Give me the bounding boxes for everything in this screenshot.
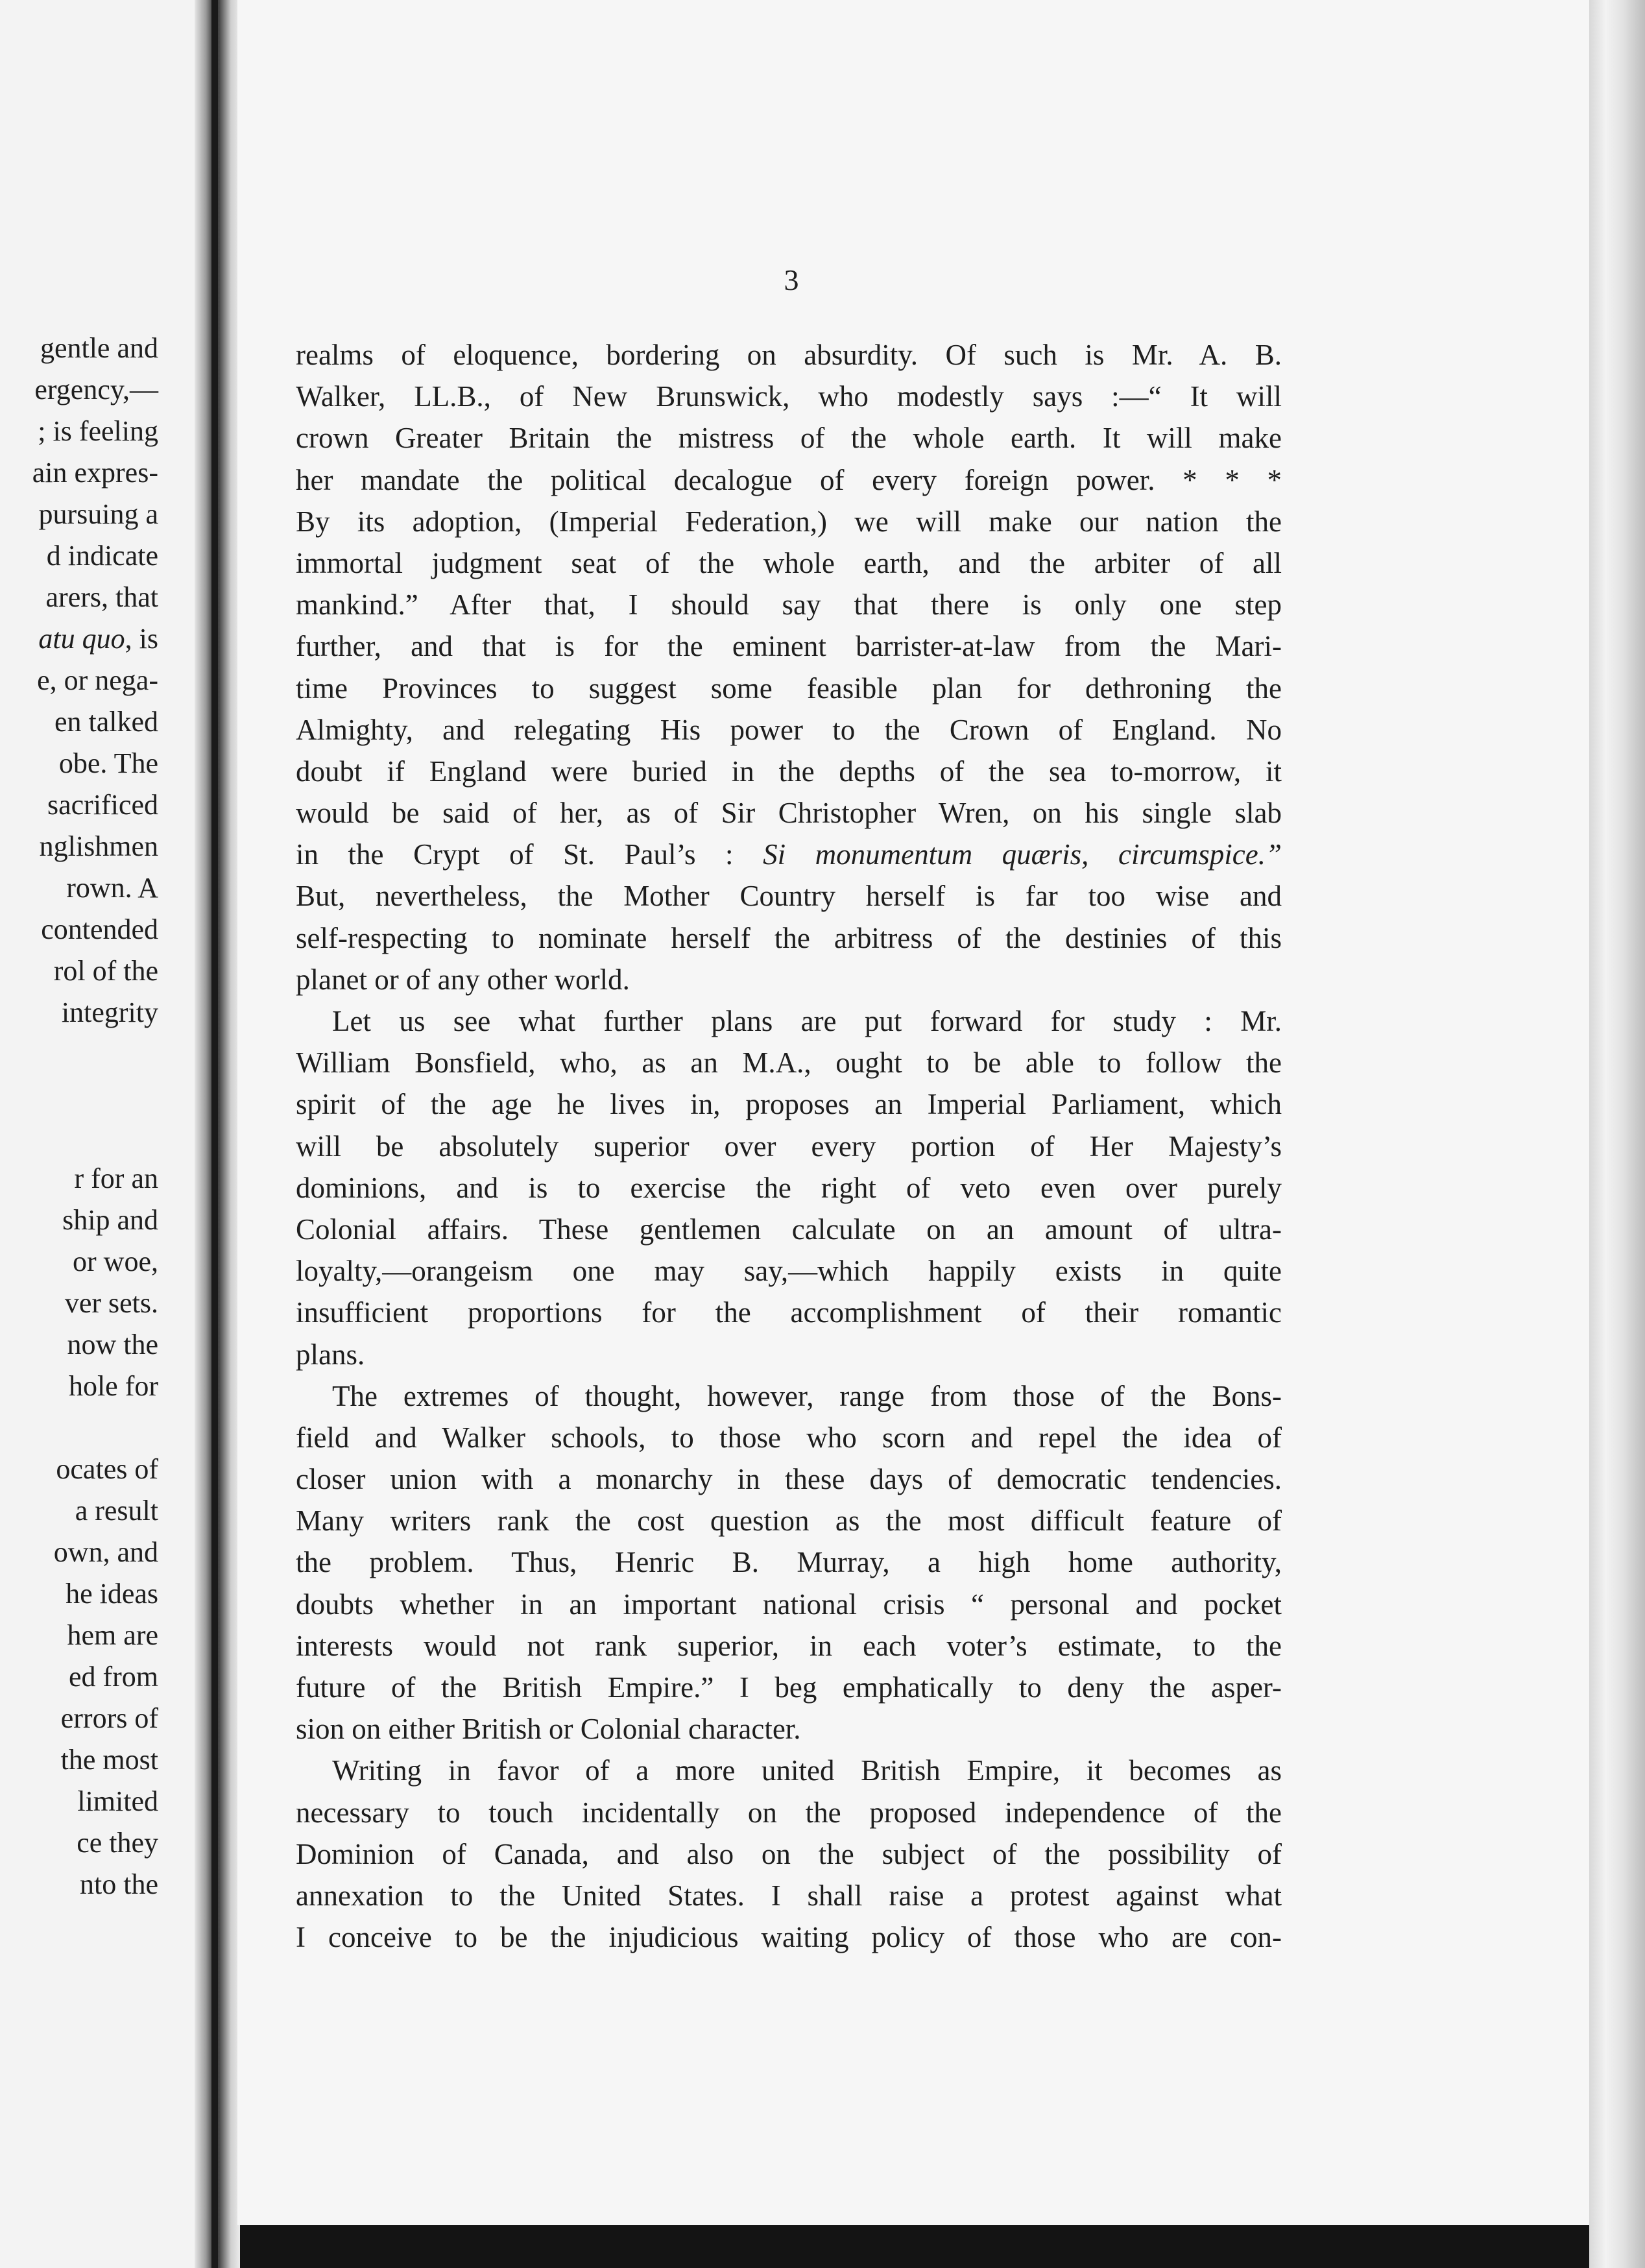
text-line: But, nevertheless, the Mother Country herself is far too wise and	[296, 880, 1282, 913]
text-line: mankind.” After that, I should say that there is only one step	[296, 588, 1282, 621]
left-page-line: ver sets.	[64, 1287, 158, 1319]
text-line: sion on either British or Colonial character.	[296, 1713, 801, 1746]
page-number: 3	[784, 263, 799, 296]
text-line: crown Greater Britain the mistress of the whole earth. It will make	[296, 422, 1282, 455]
left-page-line: now the	[67, 1329, 158, 1360]
text-line: realms of eloquence, bordering on absurdity. Of such is Mr. A. B.	[296, 339, 1282, 371]
left-page-line: contended	[41, 913, 158, 945]
left-facing-page	[0, 0, 214, 2268]
text-line	[296, 834, 1282, 875]
text-line: insufficient proportions for the accomplishment of their romantic	[296, 1296, 1282, 1329]
left-page-line: integrity	[61, 996, 158, 1028]
text-line: closer union with a monarchy in these days of democratic tendencies.	[296, 1463, 1282, 1496]
left-page-line: atu quo, is	[38, 623, 158, 655]
text-line: will be absolutely superior over every portion of Her Majesty’s	[296, 1129, 1282, 1163]
text-line: Many writers rank the cost question as the most difficult feature of	[296, 1504, 1282, 1538]
left-page-line: ocates of	[56, 1453, 158, 1485]
left-page-line: e, or nega-	[37, 664, 158, 696]
text-line: self-respecting to nominate herself the arbitress of the destinies of this	[296, 921, 1282, 954]
text-line: loyalty,—orangeism one may say,—which happily exists in quite	[296, 1255, 1282, 1288]
text-line: time Provinces to suggest some feasible plan for dethroning the	[296, 671, 1282, 705]
gutter-shadow	[211, 0, 218, 2268]
left-page-line: gentle and	[40, 332, 158, 364]
left-page-line: pursuing a	[38, 498, 158, 530]
text-line: spirit of the age he lives in, proposes an Imperial Parliament, which	[296, 1088, 1282, 1121]
left-page-line: r for an	[74, 1163, 158, 1194]
text-line: field and Walker schools, to those who scorn and repel the idea of	[296, 1421, 1282, 1454]
left-page-line: limited	[77, 1785, 158, 1817]
text-line: doubts whether in an important national crisis “ personal and pocket	[296, 1587, 1282, 1621]
text-line: her mandate the political decalogue of every foreign power. * * *	[296, 463, 1282, 496]
left-page-text-fragments	[0, 328, 158, 1905]
text-line: Almighty, and relegating His power to the Crown of England. No	[296, 713, 1282, 746]
left-page-line: nto the	[80, 1868, 158, 1900]
text-line: necessary to touch incidentally on the proposed independence of the	[296, 1796, 1282, 1829]
left-page-line: ed from	[68, 1661, 158, 1693]
text-line: The extremes of thought, however, range from those of the Bons-	[332, 1379, 1282, 1412]
left-page-line: d indicate	[46, 540, 158, 572]
left-page-line: he ideas	[66, 1578, 158, 1610]
left-page-line: hole for	[68, 1370, 158, 1402]
text-line: doubt if England were buried in the depths of the sea to-morrow, it	[296, 754, 1282, 788]
left-page-line: obe. The	[58, 747, 158, 779]
text-line: Let us see what further plans are put forward for study : Mr.	[332, 1005, 1282, 1037]
text-line: future of the British Empire.” I beg emphatically to deny the asper-	[296, 1671, 1282, 1704]
text-line: Colonial affairs. These gentlemen calculate on an amount of ultra-	[296, 1212, 1282, 1246]
left-page-line: a result	[75, 1495, 158, 1526]
left-page-line: ; is feeling	[38, 415, 158, 447]
left-page-line	[0, 1075, 158, 1116]
left-page-line: errors of	[60, 1702, 158, 1734]
left-page-line: ain expres-	[32, 457, 158, 489]
left-page-line: ergency,—	[34, 374, 158, 405]
text-line: immortal judgment seat of the whole earth, and the arbiter of all	[296, 546, 1282, 579]
body-text	[296, 334, 1282, 1958]
left-page-line: own, and	[53, 1536, 158, 1568]
text-line: the problem. Thus, Henric B. Murray, a high home authority,	[296, 1546, 1282, 1579]
left-page-line: ce they	[77, 1827, 158, 1859]
left-page-line	[0, 1407, 158, 1449]
text-line: By its adoption, (Imperial Federation,) we will make our nation the	[296, 505, 1282, 538]
text-line: I conceive to be the injudicious waiting policy of those who are con-	[296, 1921, 1282, 1954]
page-edge	[1589, 0, 1645, 2268]
left-page-line: the most	[60, 1744, 158, 1776]
text-line: Dominion of Canada, and also on the subject of the possibility of	[296, 1837, 1282, 1870]
left-page-line: ship and	[62, 1204, 158, 1236]
text-line: would be said of her, as of Sir Christopher Wren, on his single slab	[296, 797, 1282, 830]
left-page-line: hem are	[67, 1619, 158, 1651]
text-line: William Bonsfield, who, as an M.A., ought to be able to follow the	[296, 1046, 1282, 1080]
text-line: further, and that is for the eminent barrister-at-law from the Mari-	[296, 630, 1282, 663]
left-page-line: rol of the	[53, 955, 158, 987]
latin-quote: Si monumentum quæris, circumspice.”	[763, 838, 1282, 871]
text-line: Walker, LL.B., of New Brunswick, who modestly says :—“ It will	[296, 380, 1282, 413]
text-line-segment: in the Crypt of St. Paul’s :	[296, 838, 734, 871]
text-line: annexation to the United States. I shall raise a protest against what	[296, 1879, 1282, 1912]
left-page-line: en talked	[54, 706, 158, 738]
left-page-line: nglishmen	[39, 830, 158, 862]
left-page-line: or woe,	[73, 1246, 158, 1277]
text-line: planet or of any other world.	[296, 963, 630, 996]
left-page-line: sacrificed	[47, 789, 158, 821]
left-page-line	[0, 1116, 158, 1158]
text-line: Writing in favor of a more united British Empire, it becomes as	[332, 1754, 1282, 1787]
text-line: interests would not rank superior, in each voter’s estimate, to the	[296, 1629, 1282, 1662]
left-page-line: rown. A	[66, 872, 158, 904]
left-page-line	[0, 1033, 158, 1075]
left-page-line: arers, that	[45, 581, 158, 613]
text-line: dominions, and is to exercise the right of veto even over purely	[296, 1171, 1282, 1204]
text-line: plans.	[296, 1338, 365, 1371]
